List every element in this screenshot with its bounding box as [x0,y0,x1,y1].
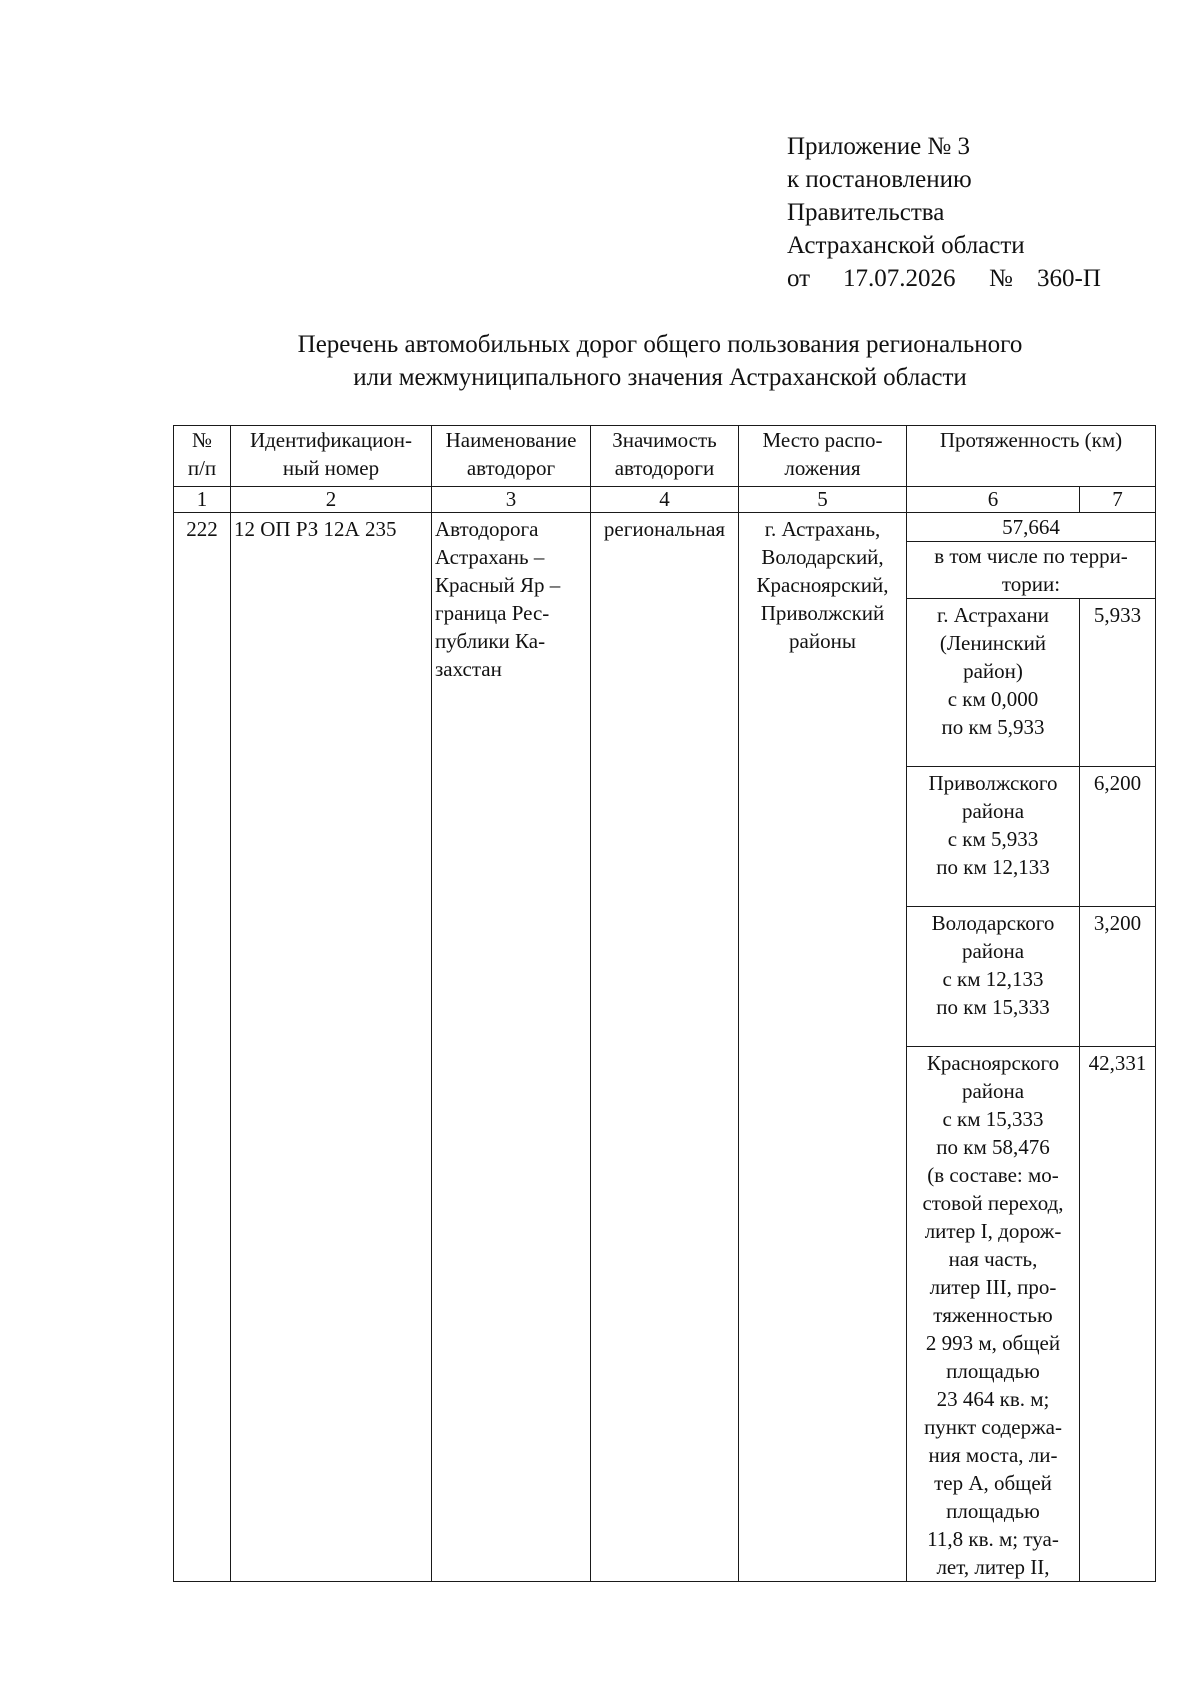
number-sign: № [989,265,1013,292]
column-number: 2 [231,487,432,513]
appendix-date-line [787,262,1167,295]
header-name: Наименование автодорог [432,426,591,487]
header-id: Идентификацион- ный номер [231,426,432,487]
column-numbers-row [174,487,1156,513]
column-number: 1 [174,487,231,513]
column-number: 5 [739,487,907,513]
appendix-line-2: к постановлению [787,166,972,193]
segment-length: 3,200 [1080,907,1156,1047]
appendix-header [787,130,1167,295]
header-num: № п/п [174,426,231,487]
appendix-line-1: Приложение № 3 [787,133,971,160]
header-significance: Значимость автодороги [591,426,739,487]
road-id: 12 ОП РЗ 12А 235 [231,513,432,1582]
table-header-row [174,426,1156,487]
road-location: г. Астрахань, Володарский, Красноярский, Приволжский районы [739,513,907,1582]
appendix-line-3: Правительства [787,199,945,226]
segment-length: 5,933 [1080,599,1156,767]
column-number: 3 [432,487,591,513]
segment-name: Приволжского района с км 5,933 по км 12,133 [907,767,1080,907]
roads-table [173,425,1156,1582]
segment-name: г. Астрахани (Ленинский район) с км 0,000 по км 5,933 [907,599,1080,767]
segment-name: Красноярского района с км 15,333 по км 58,476 (в составе: мо- стовой переход, литер I, дорож- ная часть, литер III, про- тяженностью 2 993 м, общей площадью 23 464 кв. м; пункт содержа- ния моста, ли- тер А, общей площадью 11,8 кв. м; туа- лет, литер II, [907,1047,1080,1582]
document-date: 17.07.2026 [843,265,956,292]
column-number: 7 [1080,487,1156,513]
document-number: 360-П [1037,265,1101,292]
title-line-1: Перечень автомобильных дорог общего пользования регионального [297,331,1023,358]
total-length: 57,664 [907,513,1156,542]
document-title [160,328,1160,394]
row-num: 222 [174,513,231,1582]
appendix-line-4: Астраханской области [787,232,1025,259]
including-territory: в том числе по терри- тории: [907,542,1156,599]
road-name: Автодорога Астрахань – Красный Яр – граница Рес- публики Ка- захстан [432,513,591,1582]
date-prefix: от [787,265,811,292]
table-row-total [174,513,1156,542]
segment-name: Володарского района с км 12,133 по км 15,333 [907,907,1080,1047]
road-significance: региональная [591,513,739,1582]
segment-length: 6,200 [1080,767,1156,907]
title-line-2: или межмуниципального значения Астраханской области [353,364,967,391]
column-number: 4 [591,487,739,513]
header-location: Место распо- ложения [739,426,907,487]
segment-length: 42,331 [1080,1047,1156,1582]
column-number: 6 [907,487,1080,513]
header-length: Протяженность (км) [907,426,1156,487]
